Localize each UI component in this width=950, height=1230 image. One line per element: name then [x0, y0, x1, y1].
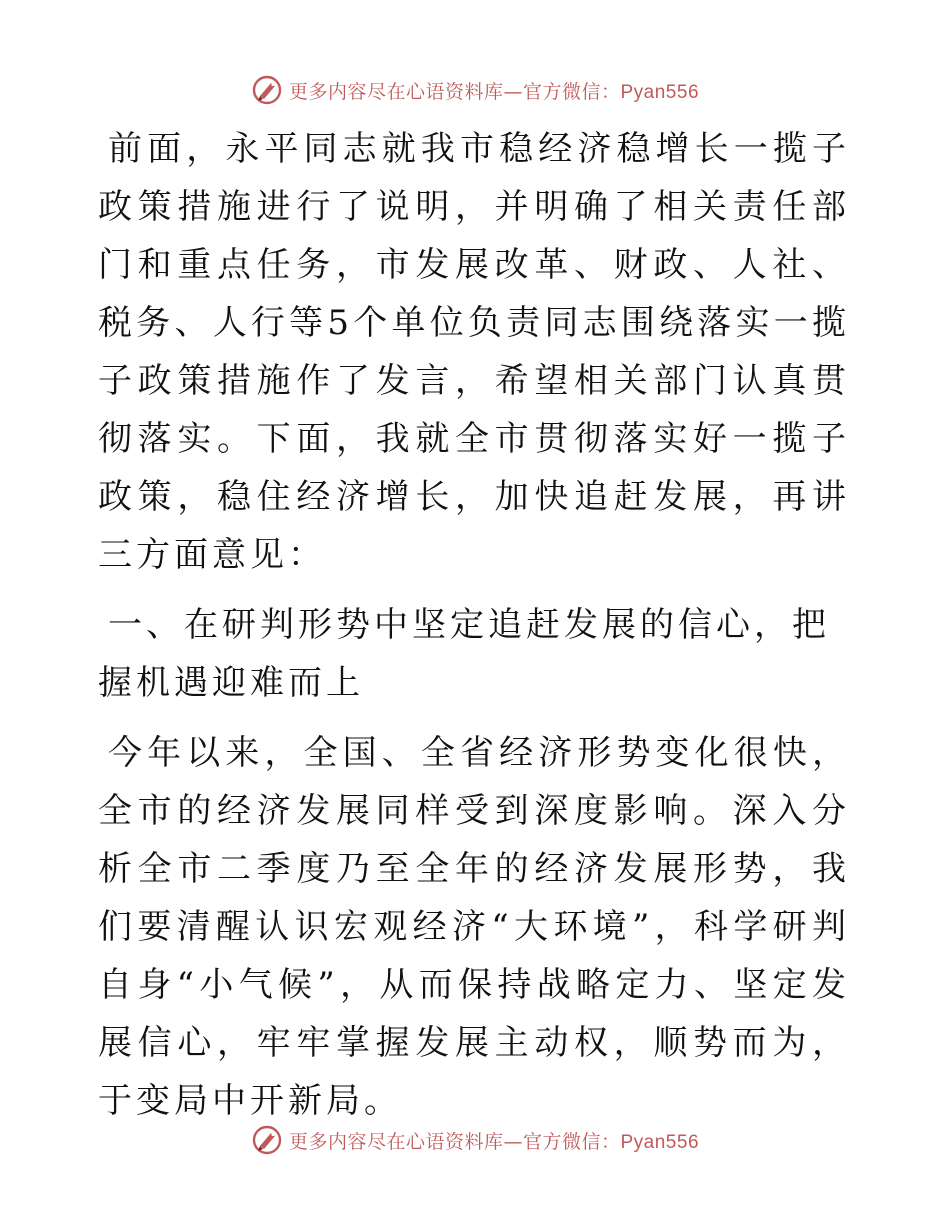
- header-watermark: [0, 72, 950, 108]
- footer-watermark: [0, 1122, 950, 1158]
- wechat-id: Pyan556: [620, 81, 700, 103]
- watermark-text: 更多内容尽在心语资料库—官方微信：Pyan556: [288, 1130, 700, 1153]
- watermark-text: 更多内容尽在心语资料库—官方微信：Pyan556: [288, 80, 700, 103]
- paragraph-intro: 前面，永平同志就我市稳经济稳增长一揽子政策措施进行了说明，并明确了相关责任部门和重点任务，市发展改革、财政、人社、税务、人行等5个单位负责同志围绕落实一揽子政策措施作了发言，希望相关部门认真贯彻落实。下面，我就全市贯彻落实好一揽子政策，稳住经济增长，加快追赶发展，再讲三方面意见：: [98, 129, 850, 575]
- pen-logo-icon: [251, 1124, 283, 1156]
- section-heading-1: 一、在研判形势中坚定追赶发展的信心，把握机遇迎难而上: [98, 605, 830, 703]
- pen-logo-icon: [251, 74, 283, 106]
- paragraph-situation: 今年以来，全国、全省经济形势变化很快，全市的经济发展同样受到深度影响。深入分析全市二季度乃至全年的经济发展形势，我们要清醒认识宏观经济“大环境”，科学研判自身“小气候”，从而保持战略定力、坚定发展信心，牢牢掌握发展主动权，顺势而为，于变局中开新局。: [98, 733, 850, 1121]
- wechat-id: Pyan556: [620, 1131, 700, 1153]
- document-body: [98, 120, 850, 1130]
